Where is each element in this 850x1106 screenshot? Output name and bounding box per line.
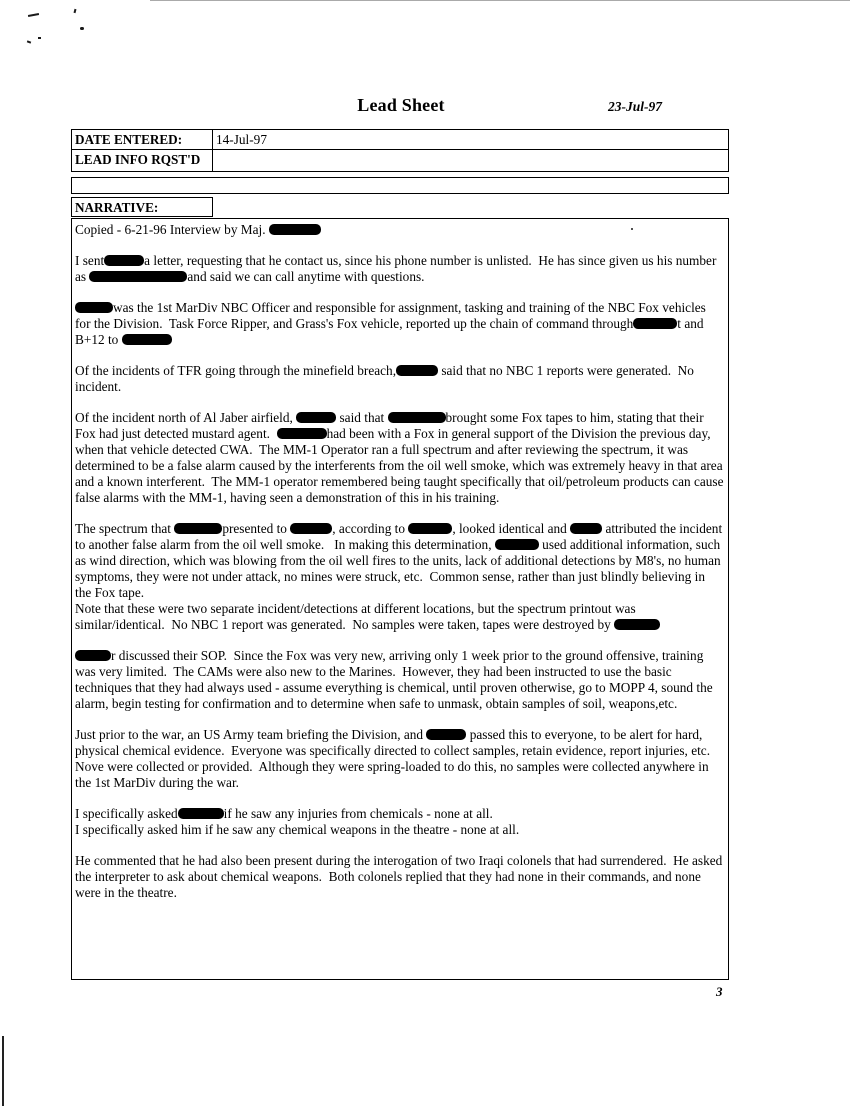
redaction-mark bbox=[178, 808, 224, 819]
redaction-mark bbox=[122, 334, 172, 345]
redaction-mark bbox=[174, 523, 222, 534]
narrative-paragraph: I sent a letter, requesting that he contact us, since his phone number is unlisted. He has since given us his number as and said we can call anytime with questions. bbox=[75, 253, 720, 284]
scan-artifact bbox=[80, 27, 84, 30]
lead-sheet-form bbox=[71, 129, 729, 980]
scan-artifact bbox=[2, 1036, 4, 1106]
header-date: 23-Jul-97 bbox=[608, 99, 662, 114]
narrative-paragraph: Of the incident north of Al Jaber airfield, said that brought some Fox tapes to him, stating that their Fox had just detected mustard agent. had been with a Fox in general support of the Division the previous day, when that vehicle detected CWA. The MM-1 Operator ran a full spectrum and after reviewing the spectrum, it was determined to be a false alarm caused by the interferents from the oil well smoke, which was extremely heavy in that area and a known interferent. The MM-1 operator remembered being taught specifically that oil/petroleum products can cause false alarms with the MM-1, having seen a demonstration of this in his training. bbox=[75, 410, 727, 505]
redaction-mark bbox=[426, 729, 466, 740]
redaction-mark bbox=[75, 650, 111, 661]
redaction-mark bbox=[277, 428, 327, 439]
narrative-label: NARRATIVE: bbox=[71, 197, 213, 217]
redaction-mark bbox=[388, 412, 446, 423]
scan-artifact bbox=[74, 9, 77, 13]
narrative-paragraph: r discussed their SOP. Since the Fox was very new, arriving only 1 week prior to the ground offensive, training was very limited. The CAMs were also new to the Marines. However, they had been instructed to use the basic techniques that they had always used - assume everything is chemical, until proven otherwise, go to MOPP 4, sound the alarm, begin testing for confirmation and to determine when safe to unmask, obtain samples of soil, weapons,etc. bbox=[75, 648, 716, 711]
lead-info-row bbox=[71, 150, 729, 172]
narrative-box bbox=[71, 218, 729, 980]
narrative-paragraph: Copied - 6-21-96 Interview by Maj. bbox=[75, 222, 724, 238]
redaction-mark bbox=[75, 302, 113, 313]
redaction-mark bbox=[290, 523, 332, 534]
redaction-mark bbox=[495, 539, 539, 550]
redaction-mark bbox=[614, 619, 660, 630]
redaction-mark bbox=[269, 224, 321, 235]
redaction-mark bbox=[408, 523, 452, 534]
date-entered-row bbox=[71, 129, 729, 150]
lead-info-label: LEAD INFO RQST'D bbox=[72, 150, 213, 171]
date-entered-value: 14-Jul-97 bbox=[216, 132, 267, 147]
narrative-paragraph: Note that these were two separate incident/detections at different locations, but the spectrum printout was similar/identical. No NBC 1 report was generated. No samples were taken, tapes were destroyed by bbox=[75, 601, 724, 633]
narrative-paragraph: was the 1st MarDiv NBC Officer and responsible for assignment, tasking and training of the NBC Fox vehicles for the Division. Task Force Ripper, and Grass's Fox vehicle, reported up the chain of command through t and B+12 to bbox=[75, 300, 710, 347]
narrative-paragraph: He commented that he had also been present during the interogation of two Iraqi colonels that had surrendered. He asked the interpreter to ask about chemical weapons. Both colonels replied that they had none in their commands, and none were in the theatre. bbox=[75, 853, 726, 900]
redaction-mark bbox=[570, 523, 602, 534]
redaction-mark bbox=[396, 365, 438, 376]
page-number: 3 bbox=[716, 984, 723, 999]
document-title: Lead Sheet bbox=[357, 95, 445, 115]
empty-field-row bbox=[71, 177, 729, 194]
narrative-paragraph: Just prior to the war, an US Army team briefing the Division, and passed this to everyone, to be alert for hard, physical chemical evidence. Everyone was specifically directed to collect samples, retain evidence, report injuries, etc. Nove were collected or provided. Although they were spring-loaded to do this, no samples were collected anywhere in the 1st MarDiv during the war. bbox=[75, 727, 717, 790]
redaction-mark bbox=[89, 271, 187, 282]
scan-artifact bbox=[38, 37, 41, 39]
redaction-mark bbox=[104, 255, 144, 266]
narrative-paragraph: The spectrum that presented to , according to , looked identical and attributed the incident to another false alarm from the oil well smoke. In making this determination, used additional information, such as wind direction, which was blowing from the oil well fires to the units, lack of additional detections by M8's, no human symptoms, they were not under attack, no mines were struck, etc. Common sense, rather than just blindly believing in the Fox tape. bbox=[75, 521, 726, 600]
redaction-mark bbox=[296, 412, 336, 423]
scan-artifact bbox=[28, 13, 39, 17]
lead-info-value bbox=[213, 150, 728, 171]
scan-artifact bbox=[27, 40, 31, 43]
narrative-paragraph: Of the incidents of TFR going through the minefield breach, said that no NBC 1 reports were generated. No incident. bbox=[75, 363, 698, 394]
narrative-paragraph: I specifically asked if he saw any injuries from chemicals - none at all. bbox=[75, 806, 493, 821]
date-entered-label: DATE ENTERED: bbox=[72, 130, 213, 149]
narrative-paragraph: I specifically asked him if he saw any chemical weapons in the theatre - none at all. bbox=[75, 822, 520, 837]
scan-artifact bbox=[150, 0, 850, 1]
redaction-mark bbox=[633, 318, 677, 329]
